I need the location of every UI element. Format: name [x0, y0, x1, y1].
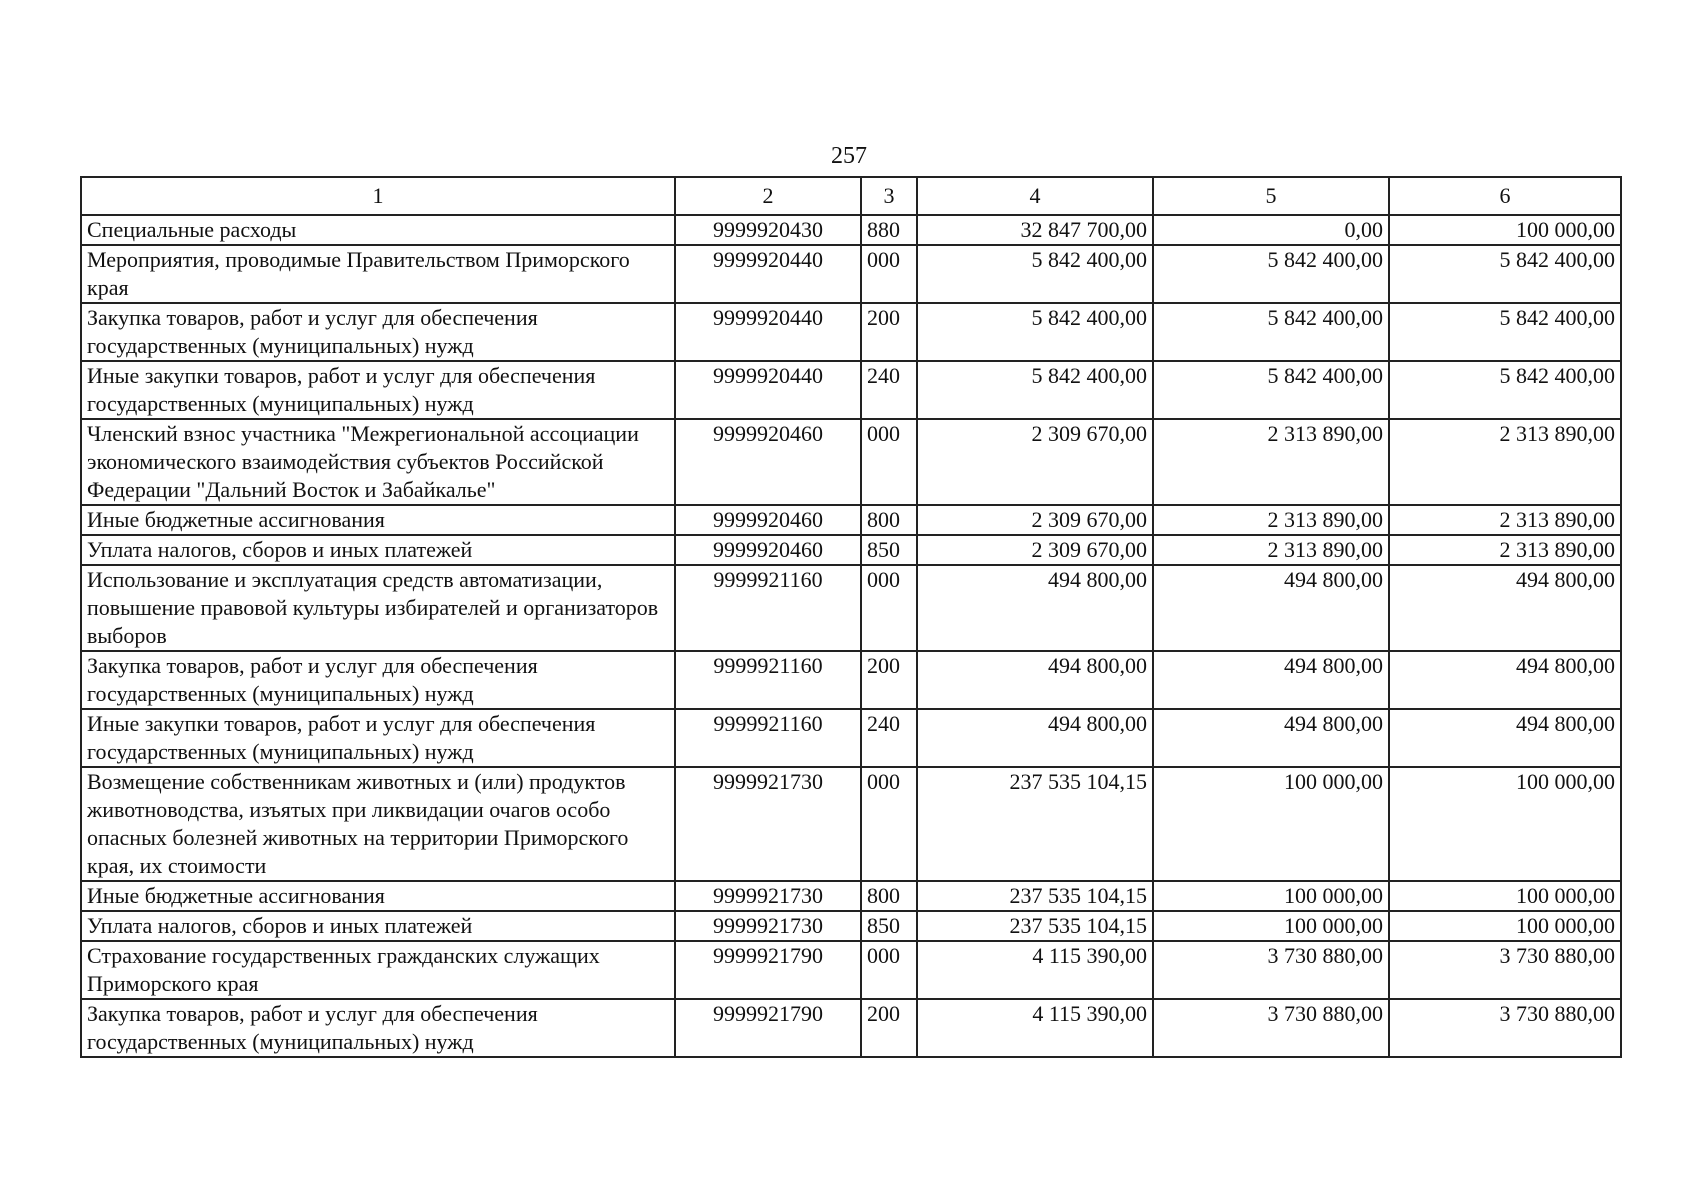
- target-code: 9999921790: [675, 941, 861, 999]
- amount-col-4: 2 309 670,00: [917, 505, 1153, 535]
- target-code: 9999921160: [675, 565, 861, 651]
- amount-col-5: 5 842 400,00: [1153, 245, 1389, 303]
- target-code: 9999921160: [675, 709, 861, 767]
- expense-name: Закупка товаров, работ и услуг для обеспечения государственных (муниципальных) нужд: [81, 651, 675, 709]
- expense-name: Иные бюджетные ассигнования: [81, 505, 675, 535]
- target-code: 9999921790: [675, 999, 861, 1057]
- amount-col-4: 237 535 104,15: [917, 767, 1153, 881]
- amount-col-4: 5 842 400,00: [917, 245, 1153, 303]
- amount-col-6: 100 000,00: [1389, 911, 1621, 941]
- expense-name: Страхование государственных гражданских служащих Приморского края: [81, 941, 675, 999]
- expense-name: Иные бюджетные ассигнования: [81, 881, 675, 911]
- expense-type: 240: [861, 709, 917, 767]
- expense-type: 000: [861, 767, 917, 881]
- expense-type: 000: [861, 941, 917, 999]
- amount-col-6: 2 313 890,00: [1389, 535, 1621, 565]
- amount-col-5: 5 842 400,00: [1153, 303, 1389, 361]
- amount-col-5: 2 313 890,00: [1153, 505, 1389, 535]
- table-row: [81, 651, 1621, 709]
- amount-col-5: 2 313 890,00: [1153, 535, 1389, 565]
- target-code: 9999921730: [675, 911, 861, 941]
- amount-col-5: 100 000,00: [1153, 881, 1389, 911]
- amount-col-4: 5 842 400,00: [917, 303, 1153, 361]
- amount-col-6: 494 800,00: [1389, 565, 1621, 651]
- expense-type: 000: [861, 245, 917, 303]
- amount-col-5: 100 000,00: [1153, 911, 1389, 941]
- expense-name: Мероприятия, проводимые Правительством Приморского края: [81, 245, 675, 303]
- expense-name: Закупка товаров, работ и услуг для обеспечения государственных (муниципальных) нужд: [81, 303, 675, 361]
- amount-col-6: 5 842 400,00: [1389, 303, 1621, 361]
- column-header: 2: [675, 177, 861, 215]
- table-row: [81, 245, 1621, 303]
- amount-col-4: 4 115 390,00: [917, 941, 1153, 999]
- table-row: [81, 303, 1621, 361]
- amount-col-4: 494 800,00: [917, 709, 1153, 767]
- expense-name: Иные закупки товаров, работ и услуг для обеспечения государственных (муниципальных) нужд: [81, 361, 675, 419]
- amount-col-6: 100 000,00: [1389, 215, 1621, 245]
- header-row: [81, 177, 1621, 215]
- amount-col-5: 3 730 880,00: [1153, 941, 1389, 999]
- table-header: [81, 177, 1621, 215]
- table-body: [81, 215, 1621, 1057]
- amount-col-5: 494 800,00: [1153, 565, 1389, 651]
- amount-col-6: 100 000,00: [1389, 767, 1621, 881]
- amount-col-6: 5 842 400,00: [1389, 361, 1621, 419]
- amount-col-4: 2 309 670,00: [917, 535, 1153, 565]
- target-code: 9999921160: [675, 651, 861, 709]
- table-row: [81, 881, 1621, 911]
- table-row: [81, 419, 1621, 505]
- table-row: [81, 505, 1621, 535]
- target-code: 9999921730: [675, 767, 861, 881]
- expense-name: Возмещение собственникам животных и (или) продуктов животноводства, изъятых при ликвидации очагов особо опасных болезней животных на территории Приморского края, их стоимости: [81, 767, 675, 881]
- amount-col-5: 100 000,00: [1153, 767, 1389, 881]
- table-row: [81, 941, 1621, 999]
- amount-col-4: 5 842 400,00: [917, 361, 1153, 419]
- table-row: [81, 767, 1621, 881]
- expense-name: Уплата налогов, сборов и иных платежей: [81, 535, 675, 565]
- table-row: [81, 911, 1621, 941]
- expense-type: 200: [861, 999, 917, 1057]
- expense-type: 850: [861, 535, 917, 565]
- expense-name: Иные закупки товаров, работ и услуг для обеспечения государственных (муниципальных) нужд: [81, 709, 675, 767]
- expense-type: 800: [861, 881, 917, 911]
- amount-col-6: 3 730 880,00: [1389, 999, 1621, 1057]
- amount-col-5: 5 842 400,00: [1153, 361, 1389, 419]
- column-header: 4: [917, 177, 1153, 215]
- target-code: 9999920460: [675, 535, 861, 565]
- target-code: 9999920440: [675, 303, 861, 361]
- target-code: 9999921730: [675, 881, 861, 911]
- expense-type: 240: [861, 361, 917, 419]
- expense-name: Членский взнос участника "Межрегиональной ассоциации экономического взаимодействия субъектов Российской Федерации "Дальний Восток и Забайкалье": [81, 419, 675, 505]
- expense-name: Специальные расходы: [81, 215, 675, 245]
- expense-type: 880: [861, 215, 917, 245]
- column-header: 1: [81, 177, 675, 215]
- budget-table: [80, 176, 1622, 1058]
- amount-col-5: 0,00: [1153, 215, 1389, 245]
- amount-col-5: 494 800,00: [1153, 709, 1389, 767]
- table-row: [81, 709, 1621, 767]
- target-code: 9999920460: [675, 505, 861, 535]
- expense-type: 000: [861, 419, 917, 505]
- column-header: 6: [1389, 177, 1621, 215]
- amount-col-6: 5 842 400,00: [1389, 245, 1621, 303]
- amount-col-4: 2 309 670,00: [917, 419, 1153, 505]
- amount-col-6: 2 313 890,00: [1389, 419, 1621, 505]
- table-row: [81, 565, 1621, 651]
- amount-col-6: 494 800,00: [1389, 709, 1621, 767]
- table-row: [81, 999, 1621, 1057]
- expense-name: Закупка товаров, работ и услуг для обеспечения государственных (муниципальных) нужд: [81, 999, 675, 1057]
- amount-col-4: 237 535 104,15: [917, 881, 1153, 911]
- table-row: [81, 535, 1621, 565]
- target-code: 9999920430: [675, 215, 861, 245]
- page-number: 257: [831, 143, 867, 169]
- amount-col-4: 32 847 700,00: [917, 215, 1153, 245]
- amount-col-4: 237 535 104,15: [917, 911, 1153, 941]
- amount-col-5: 3 730 880,00: [1153, 999, 1389, 1057]
- column-header: 5: [1153, 177, 1389, 215]
- amount-col-4: 494 800,00: [917, 565, 1153, 651]
- amount-col-6: 2 313 890,00: [1389, 505, 1621, 535]
- expense-name: Использование и эксплуатация средств автоматизации, повышение правовой культуры избирателей и организаторов выборов: [81, 565, 675, 651]
- expense-type: 850: [861, 911, 917, 941]
- expense-type: 200: [861, 303, 917, 361]
- amount-col-5: 2 313 890,00: [1153, 419, 1389, 505]
- amount-col-4: 494 800,00: [917, 651, 1153, 709]
- amount-col-4: 4 115 390,00: [917, 999, 1153, 1057]
- table-row: [81, 361, 1621, 419]
- expense-name: Уплата налогов, сборов и иных платежей: [81, 911, 675, 941]
- expense-type: 800: [861, 505, 917, 535]
- column-header: 3: [861, 177, 917, 215]
- expense-type: 000: [861, 565, 917, 651]
- amount-col-6: 100 000,00: [1389, 881, 1621, 911]
- target-code: 9999920440: [675, 361, 861, 419]
- target-code: 9999920440: [675, 245, 861, 303]
- table-row: [81, 215, 1621, 245]
- amount-col-6: 3 730 880,00: [1389, 941, 1621, 999]
- expense-type: 200: [861, 651, 917, 709]
- amount-col-5: 494 800,00: [1153, 651, 1389, 709]
- amount-col-6: 494 800,00: [1389, 651, 1621, 709]
- target-code: 9999920460: [675, 419, 861, 505]
